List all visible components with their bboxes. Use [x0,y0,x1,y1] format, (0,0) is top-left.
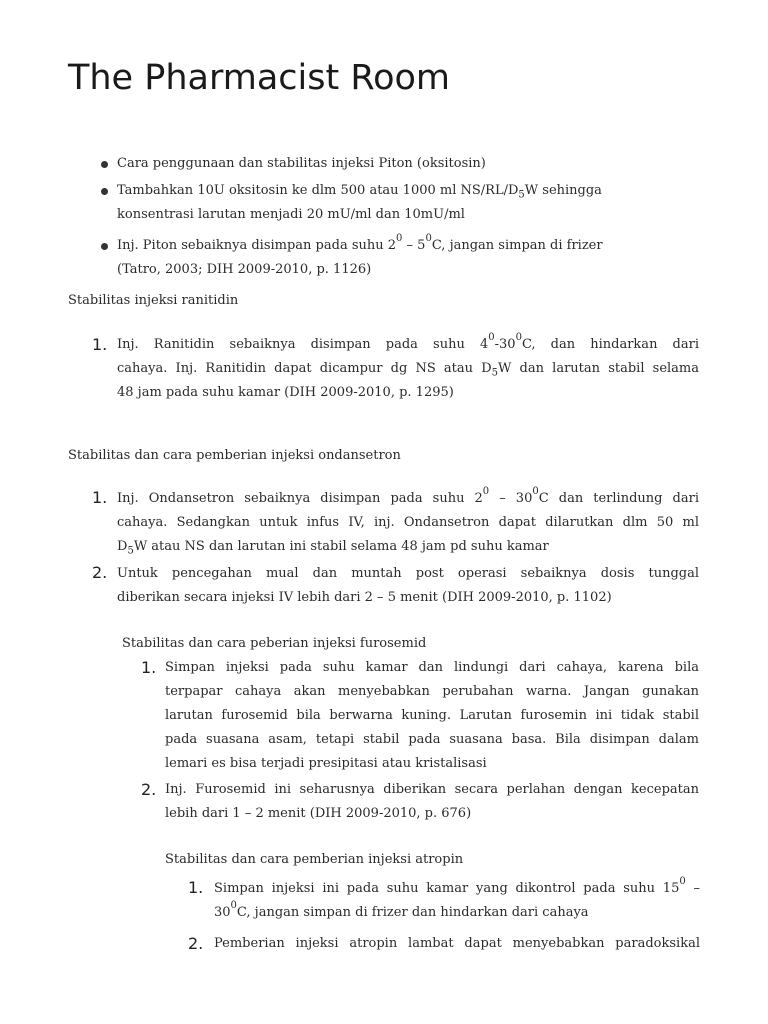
list-number: 1. [92,335,108,354]
bullet-dot [101,188,108,195]
list-item: Simpan injeksi ini pada suhu kamar yang dikontrol pada suhu $15^0$ – $30^0C$, jangan simpan di frizer dan hindarkan dari cahaya [214,875,700,920]
section-heading-atropin: Stabilitas dan cara pemberian injeksi atropin [165,852,464,867]
section-heading-ondansetron: Stabilitas dan cara pemberian injeksi ondansetron [68,448,401,463]
list-item: Cara penggunaan dan stabilitas injeksi Piton (oksitosin) [117,156,486,171]
section-heading-ranitidin: Stabilitas injeksi ranitidin [68,293,239,308]
section-heading-furosemid: Stabilitas dan cara peberian injeksi furosemid [122,636,427,651]
page-title: The Pharmacist Room [68,58,450,98]
list-number: 2. [141,780,157,799]
bullet-dot [101,243,108,250]
list-number: 1. [141,658,157,677]
bullet-dot [101,161,108,168]
list-item: Inj. Ondansetron sebaiknya disimpan pada suhu $2^0 - 30^0C$ dan terlindung dari cahaya. Sedangkan untuk infus IV, inj. Ondansetron dapat dilarutkan dlm 50 ml $D_5W$ atau NS dan larutan ini stabil selama 48 jam pd suhu kamar [117,485,699,557]
list-number: 2. [188,934,204,953]
list-item: Tambahkan 10U oksitosin ke dlm 500 atau 1000 ml $NS/RL/D_5W$ sehingga konsentrasi larutan menjadi 20 mU/ml dan 10mU/ml [117,183,602,222]
list-number: 1. [188,878,204,897]
list-item: Untuk pencegahan mual dan muntah post operasi sebaiknya dosis tunggal diberikan secara injeksi IV lebih dari 2 – 5 menit (DIH 2009-2010, p. 1102) [117,566,699,605]
list-item: Inj. Ranitidin sebaiknya disimpan pada suhu $4^0-30^0C$, dan hindarkan dari cahaya. Inj. Ranitidin dapat dicampur dg NS atau $D_5W$ dan larutan stabil selama 48 jam pada suhu kamar (DIH 2009-2010, p. 1295) [117,331,700,400]
list-item: Simpan injeksi pada suhu kamar dan lindungi dari cahaya, karena bila terpapar cahaya akan menyebabkan perubahan warna. Jangan gunakan larutan furosemid bila berwarna kuning. Larutan furosemin ini tidak stabil pada suasana asam, tetapi stabil pada suasana basa. Bila disimpan dalam lemari es bisa terjadi presipitasi atau kristalisasi [165,660,699,771]
list-item: Pemberian injeksi atropin lambat dapat menyebabkan paradoksikal [214,936,700,951]
list-item: Inj. Furosemid ini seharusnya diberikan secara perlahan dengan kecepatan lebih dari 1 – 2 menit (DIH 2009-2010, p. 676) [165,782,699,821]
list-number: 2. [92,563,108,582]
list-number: 1. [92,488,108,507]
list-item: Inj. Piton sebaiknya disimpan pada suhu $2^0 - 5^0C$, jangan simpan di frizer (Tatro, 2003; DIH 2009-2010, p. 1126) [117,232,603,277]
